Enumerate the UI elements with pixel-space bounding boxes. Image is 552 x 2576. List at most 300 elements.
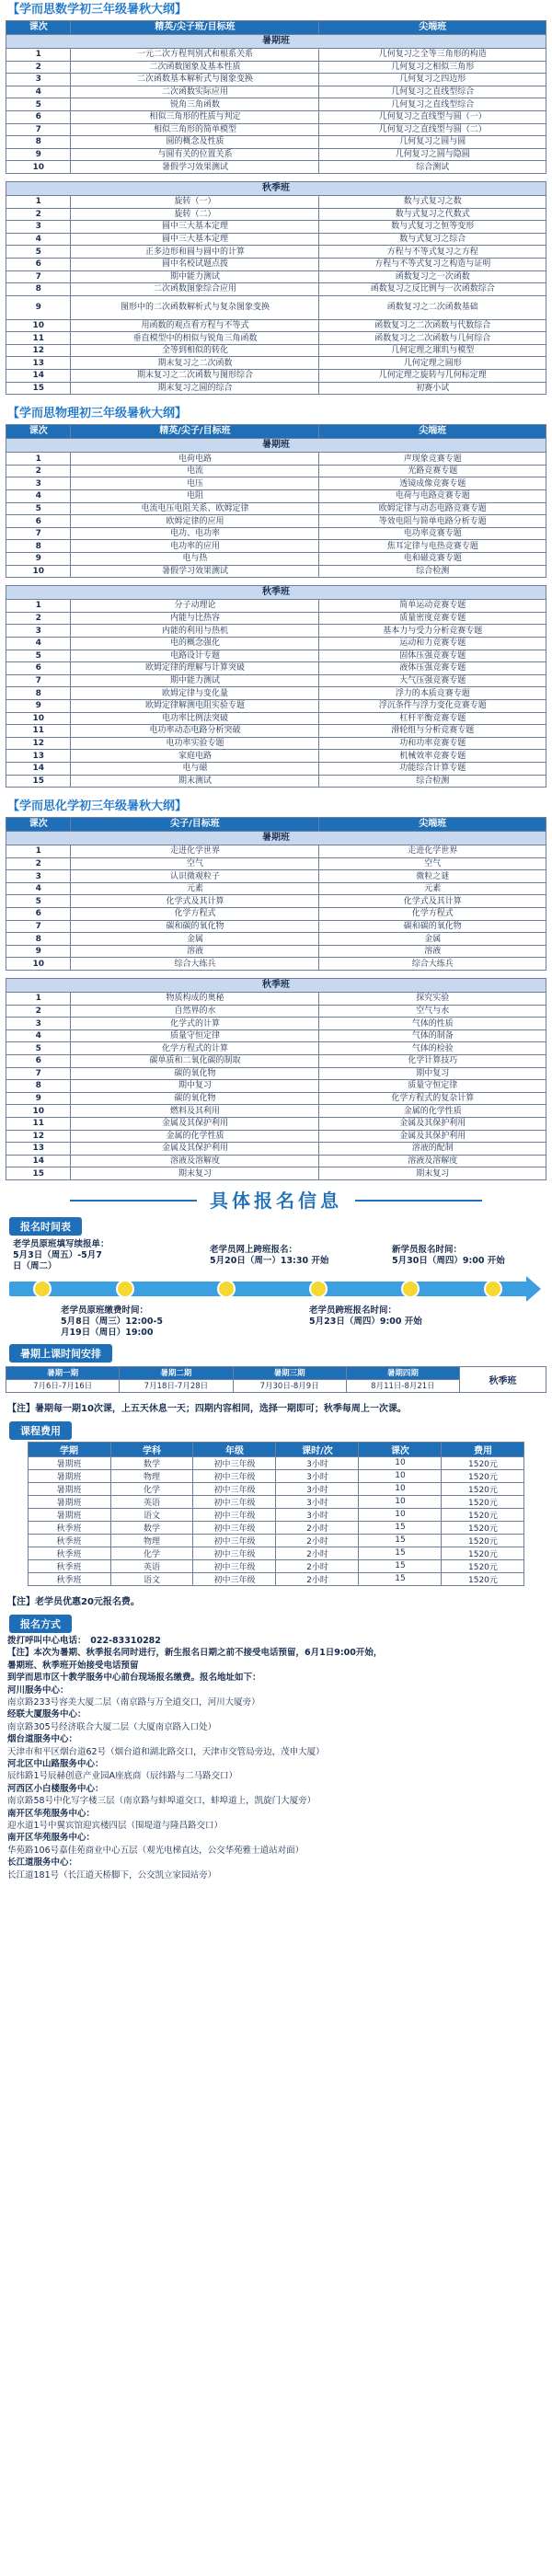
cell-top: 几何复习之直线型与圆（二） bbox=[319, 123, 546, 136]
col-top: 尖端班 bbox=[319, 818, 546, 832]
fee-col-subject: 学科 bbox=[110, 1442, 193, 1456]
cell-num: 13 bbox=[6, 357, 71, 370]
cell-elite: 期中能力测试 bbox=[71, 270, 319, 283]
cell-num: 3 bbox=[6, 625, 71, 638]
cell-num: 8 bbox=[6, 136, 71, 149]
table-row bbox=[6, 565, 546, 578]
cell-top: 几何复习之四边形 bbox=[319, 74, 546, 86]
fee-cell: 10 bbox=[359, 1482, 442, 1495]
cell-top: 期末复习 bbox=[319, 1167, 546, 1180]
fee-cell: 2小时 bbox=[276, 1572, 359, 1585]
table-row bbox=[6, 477, 546, 490]
cell-num: 2 bbox=[6, 61, 71, 74]
col-elite: 精英/尖子/目标班 bbox=[71, 425, 319, 439]
fee-cell: 1520元 bbox=[442, 1482, 524, 1495]
cell-top: 碳和碳的氧化物 bbox=[319, 920, 546, 933]
cell-top: 数与式复习之恒等变形 bbox=[319, 221, 546, 234]
table-row bbox=[6, 845, 546, 858]
fee-cell: 初中三年级 bbox=[193, 1534, 276, 1547]
cell-top: 综合测试 bbox=[319, 161, 546, 174]
cell-top: 电荷与电路竞赛专题 bbox=[319, 490, 546, 503]
fee-cell: 3小时 bbox=[276, 1456, 359, 1469]
fee-note: 【注】老学员优惠20元报名费。 bbox=[7, 1596, 140, 1607]
fee-cell: 秋季班 bbox=[28, 1534, 110, 1547]
banner-title: 具体报名信息 bbox=[197, 1186, 355, 1213]
fee-cell: 初中三年级 bbox=[193, 1572, 276, 1585]
timeline-dot-icon bbox=[484, 1280, 502, 1298]
math-header-row bbox=[6, 21, 546, 35]
math-autumn-table bbox=[6, 181, 546, 395]
timeline-date: 日（周二） bbox=[13, 1260, 57, 1271]
fee-cell: 2小时 bbox=[276, 1534, 359, 1547]
physics-autumn-table bbox=[6, 585, 546, 788]
cell-num: 11 bbox=[6, 725, 71, 738]
timeline-label: 新学员报名时间： bbox=[392, 1244, 463, 1255]
cell-num: 10 bbox=[6, 319, 71, 332]
table-row bbox=[6, 737, 546, 750]
table-row bbox=[6, 208, 546, 221]
cell-top: 数与式复习之数 bbox=[319, 195, 546, 208]
cell-num: 9 bbox=[6, 553, 71, 566]
cell-num: 3 bbox=[6, 870, 71, 883]
table-row bbox=[6, 712, 546, 725]
cell-elite: 物质构成的奥秘 bbox=[71, 993, 319, 1006]
fee-row bbox=[28, 1482, 524, 1495]
cell-elite: 电路设计专题 bbox=[71, 650, 319, 662]
contact-line: 辰纬路1号辰赫创意产业园A座底商（辰纬路与二马路交口） bbox=[7, 1771, 238, 1782]
cell-num: 3 bbox=[6, 477, 71, 490]
fee-cell: 1520元 bbox=[442, 1547, 524, 1559]
cell-elite: 正多边形和圆与圆中的计算 bbox=[71, 246, 319, 259]
table-row bbox=[6, 110, 546, 123]
cell-top: 气体的性质 bbox=[319, 1018, 546, 1030]
timeline-label: 老学员原班缴费时间： bbox=[61, 1305, 149, 1316]
cell-elite: 旋转（一） bbox=[71, 195, 319, 208]
cell-top: 金属的化学性质 bbox=[319, 1105, 546, 1118]
cell-elite: 暑假学习效果测试 bbox=[71, 161, 319, 174]
cell-num: 7 bbox=[6, 920, 71, 933]
table-row bbox=[6, 687, 546, 700]
fee-cell: 数学 bbox=[110, 1456, 193, 1469]
cell-elite: 溶液及溶解度 bbox=[71, 1155, 319, 1167]
contact-info bbox=[6, 1635, 546, 1881]
cell-num: 7 bbox=[6, 270, 71, 283]
cell-top: 几何复习之圆与隐圆 bbox=[319, 148, 546, 161]
fee-cell: 暑期班 bbox=[28, 1469, 110, 1482]
cell-top: 函数复习之二次函数与代数综合 bbox=[319, 319, 546, 332]
cell-elite: 自然界的水 bbox=[71, 1005, 319, 1018]
fee-cell: 3小时 bbox=[276, 1495, 359, 1508]
cell-elite: 电压 bbox=[71, 477, 319, 490]
table-row bbox=[6, 295, 546, 319]
contact-line: 迎水道1号中翼宾馆迎宾楼四层（围堤道与隆昌路交口） bbox=[7, 1821, 224, 1832]
cell-num: 7 bbox=[6, 527, 71, 540]
cell-elite: 家庭电路 bbox=[71, 750, 319, 763]
cell-num: 4 bbox=[6, 1029, 71, 1042]
cell-top: 溶液的配制 bbox=[319, 1143, 546, 1156]
fee-cell: 10 bbox=[359, 1456, 442, 1469]
fee-cell: 暑期班 bbox=[28, 1495, 110, 1508]
cell-top: 空气 bbox=[319, 857, 546, 870]
timeline-arrow-icon bbox=[526, 1276, 541, 1302]
cell-elite: 电功率实验专题 bbox=[71, 737, 319, 750]
cell-top: 几何复习之相似三角形 bbox=[319, 61, 546, 74]
cell-num: 10 bbox=[6, 958, 71, 971]
cell-top: 几何复习之直线型综合 bbox=[319, 98, 546, 111]
table-row bbox=[6, 319, 546, 332]
schedule-date-2: 7月18日-7月28日 bbox=[120, 1379, 233, 1392]
table-row bbox=[6, 1117, 546, 1130]
fee-cell: 1520元 bbox=[442, 1534, 524, 1547]
cell-num: 3 bbox=[6, 221, 71, 234]
cell-elite: 电功、电功率 bbox=[71, 527, 319, 540]
table-row bbox=[6, 870, 546, 883]
col-top: 尖端班 bbox=[319, 425, 546, 439]
cell-num: 2 bbox=[6, 465, 71, 477]
cell-num: 7 bbox=[6, 123, 71, 136]
cell-top: 基本力与受力分析竞赛专题 bbox=[319, 625, 546, 638]
table-row bbox=[6, 540, 546, 553]
cell-top: 探究实验 bbox=[319, 993, 546, 1006]
schedule-autumn: 秋季班 bbox=[460, 1366, 546, 1392]
physics-summer-label: 暑期班 bbox=[6, 439, 546, 453]
fee-cell: 3小时 bbox=[276, 1469, 359, 1482]
cell-num: 5 bbox=[6, 895, 71, 908]
cell-elite: 期中复习 bbox=[71, 1080, 319, 1093]
table-row bbox=[6, 258, 546, 270]
cell-num: 2 bbox=[6, 1005, 71, 1018]
cell-elite: 二次函数实际应用 bbox=[71, 86, 319, 98]
cell-elite: 内能与比热容 bbox=[71, 612, 319, 625]
cell-top: 浮沉条件与浮力变化竞赛专题 bbox=[319, 699, 546, 712]
cell-elite: 垂直模型中的相似与锐角三角函数 bbox=[71, 332, 319, 345]
timeline-label: 老学员网上跨班报名： bbox=[210, 1244, 298, 1255]
cell-num: 14 bbox=[6, 762, 71, 775]
math-summer-label: 暑期班 bbox=[6, 35, 546, 49]
table-row bbox=[6, 920, 546, 933]
cell-elite: 空气 bbox=[71, 857, 319, 870]
fee-col-grade: 年级 bbox=[193, 1442, 276, 1456]
table-row bbox=[6, 1067, 546, 1080]
cell-top: 几何复习之直线型综合 bbox=[319, 86, 546, 98]
col-elite: 尖子/目标班 bbox=[71, 818, 319, 832]
cell-top: 固体压强竞赛专题 bbox=[319, 650, 546, 662]
fee-row bbox=[28, 1559, 524, 1572]
table-row bbox=[6, 553, 546, 566]
table-row bbox=[6, 637, 546, 650]
cell-num: 9 bbox=[6, 945, 71, 958]
fee-cell: 英语 bbox=[110, 1559, 193, 1572]
timeline-dot-icon bbox=[33, 1280, 52, 1298]
fee-cell: 化学 bbox=[110, 1547, 193, 1559]
fee-cell: 10 bbox=[359, 1495, 442, 1508]
cell-elite: 一元二次方程判别式和根系关系 bbox=[71, 49, 319, 62]
table-row bbox=[6, 958, 546, 971]
table-row bbox=[6, 662, 546, 675]
col-lesson: 课次 bbox=[6, 818, 71, 832]
table-row bbox=[6, 1130, 546, 1143]
cell-elite: 图形中的二次函数解析式与复杂图象变换 bbox=[71, 295, 319, 319]
timeline-item-2 bbox=[210, 1245, 328, 1267]
schedule-period-3: 暑期三期 bbox=[233, 1366, 346, 1379]
chemistry-autumn-label: 秋季班 bbox=[6, 979, 546, 993]
cell-num: 2 bbox=[6, 857, 71, 870]
table-row bbox=[6, 123, 546, 136]
cell-top: 期中复习 bbox=[319, 1067, 546, 1080]
timeline-item-1 bbox=[13, 1239, 109, 1272]
cell-top: 函数复习之反比例与一次函数综合 bbox=[319, 283, 546, 296]
fee-cell: 15 bbox=[359, 1534, 442, 1547]
cell-elite: 期末复习之二次函数 bbox=[71, 357, 319, 370]
cell-elite: 欧姆定律的应用 bbox=[71, 515, 319, 528]
cell-elite: 全等到相似的转化 bbox=[71, 344, 319, 357]
fee-cell: 初中三年级 bbox=[193, 1547, 276, 1559]
cell-num: 15 bbox=[6, 775, 71, 788]
schedule-note: 【注】暑期每一期10次课，上五天休息一天；四期内容相同，选择一期即可；秋季每周上一次课。 bbox=[7, 1403, 407, 1414]
cell-top: 方程与不等式复习之方程 bbox=[319, 246, 546, 259]
table-row bbox=[6, 86, 546, 98]
cell-num: 4 bbox=[6, 490, 71, 503]
cell-top: 声现象竞赛专题 bbox=[319, 453, 546, 466]
cell-num: 10 bbox=[6, 565, 71, 578]
cell-top: 化学方程式的复杂计算 bbox=[319, 1092, 546, 1105]
fee-cell: 化学 bbox=[110, 1482, 193, 1495]
cell-elite: 碳的氧化物 bbox=[71, 1092, 319, 1105]
fee-cell: 1520元 bbox=[442, 1495, 524, 1508]
cell-top: 浮力的本质竞赛专题 bbox=[319, 687, 546, 700]
cell-elite: 化学式的计算 bbox=[71, 1018, 319, 1030]
cell-num: 10 bbox=[6, 1105, 71, 1118]
table-row bbox=[6, 1092, 546, 1105]
cell-num: 5 bbox=[6, 246, 71, 259]
cell-elite: 内能的利用与热机 bbox=[71, 625, 319, 638]
chemistry-header-row bbox=[6, 818, 546, 832]
contact-line: 暑期班、秋季班开始接受电话预留 bbox=[7, 1660, 139, 1671]
fee-cell: 15 bbox=[359, 1572, 442, 1585]
schedule-period-4: 暑期四期 bbox=[346, 1366, 459, 1379]
fee-cell: 2小时 bbox=[276, 1547, 359, 1559]
cell-top: 运动和力竞赛专题 bbox=[319, 637, 546, 650]
cell-top: 电和磁竞赛专题 bbox=[319, 553, 546, 566]
cell-num: 5 bbox=[6, 1042, 71, 1055]
cell-elite: 综合大练兵 bbox=[71, 958, 319, 971]
math-section-title: 【学而思数学初三年级暑秋大纲】 bbox=[7, 3, 188, 17]
schedule-date-1: 7月6日-7月16日 bbox=[6, 1379, 120, 1392]
summer-schedule-table bbox=[6, 1366, 546, 1393]
timeline-bar bbox=[9, 1282, 528, 1296]
contact-line: 河西区小白楼服务中心： bbox=[7, 1783, 104, 1794]
timeline-date: 5月8日（周三）12:00-5 bbox=[61, 1316, 164, 1327]
contact-line: 天津市和平区烟台道62号（烟台道和湖北路交口，天津市交管局旁边，茂申大厦） bbox=[7, 1746, 325, 1757]
contact-line: 南京路233号容美大厦二层（南京路与万全道交口，河川大厦旁） bbox=[7, 1696, 260, 1708]
fee-cell: 1520元 bbox=[442, 1469, 524, 1482]
table-row bbox=[6, 882, 546, 895]
cell-top: 质量守恒定律 bbox=[319, 1080, 546, 1093]
cell-elite: 电流 bbox=[71, 465, 319, 477]
fee-cell: 3小时 bbox=[276, 1508, 359, 1521]
table-row bbox=[6, 775, 546, 788]
cell-elite: 二次函数图象及基本性质 bbox=[71, 61, 319, 74]
cell-num: 7 bbox=[6, 1067, 71, 1080]
table-row bbox=[6, 246, 546, 259]
fee-cell: 英语 bbox=[110, 1495, 193, 1508]
fee-cell: 15 bbox=[359, 1547, 442, 1559]
table-row bbox=[6, 453, 546, 466]
cell-top: 几何定理之璀玑与模型 bbox=[319, 344, 546, 357]
fee-cell: 2小时 bbox=[276, 1521, 359, 1534]
col-lesson: 课次 bbox=[6, 425, 71, 439]
cell-top: 光路竞赛专题 bbox=[319, 465, 546, 477]
cell-elite: 化学方程式 bbox=[71, 908, 319, 921]
cell-num: 10 bbox=[6, 161, 71, 174]
fee-col-price: 费用 bbox=[442, 1442, 524, 1456]
cell-num: 9 bbox=[6, 1092, 71, 1105]
cell-top: 函数复习之二次函数与几何综合 bbox=[319, 332, 546, 345]
cell-elite: 电的概念强化 bbox=[71, 637, 319, 650]
fee-cell: 初中三年级 bbox=[193, 1482, 276, 1495]
table-row bbox=[6, 344, 546, 357]
fee-cell: 初中三年级 bbox=[193, 1456, 276, 1469]
cell-elite: 期中能力测试 bbox=[71, 674, 319, 687]
table-row bbox=[6, 725, 546, 738]
cell-num: 1 bbox=[6, 845, 71, 858]
fee-cell: 初中三年级 bbox=[193, 1469, 276, 1482]
cell-top: 溶液及溶解度 bbox=[319, 1155, 546, 1167]
fee-cell: 秋季班 bbox=[28, 1521, 110, 1534]
cell-elite: 元素 bbox=[71, 882, 319, 895]
contact-line: 河北区中山路服务中心： bbox=[7, 1759, 104, 1769]
cell-elite: 相似三角形的性质与判定 bbox=[71, 110, 319, 123]
cell-elite: 碳的氧化物 bbox=[71, 1067, 319, 1080]
fee-row bbox=[28, 1521, 524, 1534]
contact-line: 【注】本次为暑期、秋季报名同时进行，新生报名日期之前不接受电话预留，6月1日9:00开始， bbox=[7, 1648, 383, 1659]
table-row bbox=[6, 502, 546, 515]
cell-num: 12 bbox=[6, 344, 71, 357]
cell-elite: 化学式及其计算 bbox=[71, 895, 319, 908]
cell-num: 12 bbox=[6, 737, 71, 750]
table-row bbox=[6, 1105, 546, 1118]
cell-num: 1 bbox=[6, 49, 71, 62]
cell-elite: 圆中三大基本定理 bbox=[71, 233, 319, 246]
cell-top: 化学计算技巧 bbox=[319, 1055, 546, 1068]
cell-elite: 欧姆定律的理解与计算突破 bbox=[71, 662, 319, 675]
method-tag: 报名方式 bbox=[9, 1615, 72, 1633]
table-row bbox=[6, 945, 546, 958]
cell-elite: 圆中三大基本定理 bbox=[71, 221, 319, 234]
cell-top: 欧姆定律与动态电路竞赛专题 bbox=[319, 502, 546, 515]
schedule-date-4: 8月11日-8月21日 bbox=[346, 1379, 459, 1392]
physics-summer-table bbox=[6, 424, 546, 578]
table-row bbox=[6, 233, 546, 246]
cell-num: 1 bbox=[6, 600, 71, 613]
timeline-label: 老学员原班填写续报单： bbox=[13, 1238, 109, 1249]
cell-num: 6 bbox=[6, 515, 71, 528]
physics-section-title: 【学而思物理初三年级暑秋大纲】 bbox=[7, 407, 188, 421]
cell-elite: 金属的化学性质 bbox=[71, 1130, 319, 1143]
timeline-date: 5月20日（周一）13:30 开始 bbox=[210, 1255, 329, 1266]
cell-top: 溶液 bbox=[319, 945, 546, 958]
table-row bbox=[6, 357, 546, 370]
cell-elite: 二次函数基本解析式与图象变换 bbox=[71, 74, 319, 86]
fee-row bbox=[28, 1572, 524, 1585]
fee-cell: 2小时 bbox=[276, 1559, 359, 1572]
cell-top: 气体的制备 bbox=[319, 1029, 546, 1042]
table-row bbox=[6, 762, 546, 775]
cell-elite: 期末复习之二次函数与图形综合 bbox=[71, 370, 319, 383]
cell-top: 金属及其保护利用 bbox=[319, 1130, 546, 1143]
contact-line: 长江道181号（长江道天桥脚下，公交凯立家园站旁） bbox=[7, 1869, 217, 1880]
table-row bbox=[6, 612, 546, 625]
cell-num: 8 bbox=[6, 933, 71, 946]
table-row bbox=[6, 465, 546, 477]
contact-line: 南京路305号经济联合大厦二层（大厦南京路入口处） bbox=[7, 1721, 217, 1732]
table-row bbox=[6, 1167, 546, 1180]
table-row bbox=[6, 993, 546, 1006]
cell-elite: 分子动理论 bbox=[71, 600, 319, 613]
table-row bbox=[6, 1042, 546, 1055]
cell-num: 11 bbox=[6, 1117, 71, 1130]
cell-elite: 质量守恒定律 bbox=[71, 1029, 319, 1042]
contact-line: 烟台道服务中心： bbox=[7, 1734, 78, 1745]
timeline-item-4 bbox=[61, 1305, 163, 1339]
registration-timeline bbox=[6, 1237, 546, 1340]
cell-elite: 欧姆定律与变化量 bbox=[71, 687, 319, 700]
math-autumn-label: 秋季班 bbox=[6, 181, 546, 195]
fee-cell: 15 bbox=[359, 1559, 442, 1572]
table-row bbox=[6, 382, 546, 395]
cell-num: 6 bbox=[6, 110, 71, 123]
contact-line: 经联大厦服务中心： bbox=[7, 1709, 86, 1720]
cell-top: 等效电阻与简单电路分析专题 bbox=[319, 515, 546, 528]
cell-top: 初赛小试 bbox=[319, 382, 546, 395]
cell-top: 走进化学世界 bbox=[319, 845, 546, 858]
cell-elite: 金属及其保护利用 bbox=[71, 1117, 319, 1130]
table-row bbox=[6, 61, 546, 74]
cell-top: 电功率竞赛专题 bbox=[319, 527, 546, 540]
col-lesson: 课次 bbox=[6, 21, 71, 35]
cell-elite: 电功率的应用 bbox=[71, 540, 319, 553]
fee-row bbox=[28, 1508, 524, 1521]
cell-elite: 欧姆定律解测电阻实验专题 bbox=[71, 699, 319, 712]
contact-line: 长江道服务中心： bbox=[7, 1857, 78, 1869]
fee-cell: 暑期班 bbox=[28, 1508, 110, 1521]
table-row bbox=[6, 1029, 546, 1042]
cell-num: 6 bbox=[6, 258, 71, 270]
schedule-period-1: 暑期一期 bbox=[6, 1366, 120, 1379]
cell-elite: 二次函数图象综合应用 bbox=[71, 283, 319, 296]
cell-top: 函数复习之一次函数 bbox=[319, 270, 546, 283]
table-row bbox=[6, 161, 546, 174]
table-row bbox=[6, 1155, 546, 1167]
cell-top: 化学式及其计算 bbox=[319, 895, 546, 908]
table-row bbox=[6, 98, 546, 111]
timeline-date: 5月30日（周四）9:00 开始 bbox=[392, 1255, 505, 1266]
cell-elite: 燃料及其利用 bbox=[71, 1105, 319, 1118]
schedule-tag: 暑期上课时间安排 bbox=[9, 1344, 112, 1363]
cell-top: 透镜成像竞赛专题 bbox=[319, 477, 546, 490]
table-row bbox=[6, 1055, 546, 1068]
table-row bbox=[6, 148, 546, 161]
fee-cell: 暑期班 bbox=[28, 1456, 110, 1469]
cell-num: 4 bbox=[6, 86, 71, 98]
cell-elite: 电功率动态电路分析突破 bbox=[71, 725, 319, 738]
cell-elite: 电与磁 bbox=[71, 762, 319, 775]
table-row bbox=[6, 49, 546, 62]
fee-col-term: 学期 bbox=[28, 1442, 110, 1456]
cell-top: 气体的检验 bbox=[319, 1042, 546, 1055]
cell-top: 金属及其保护利用 bbox=[319, 1117, 546, 1130]
fee-cell: 物理 bbox=[110, 1534, 193, 1547]
